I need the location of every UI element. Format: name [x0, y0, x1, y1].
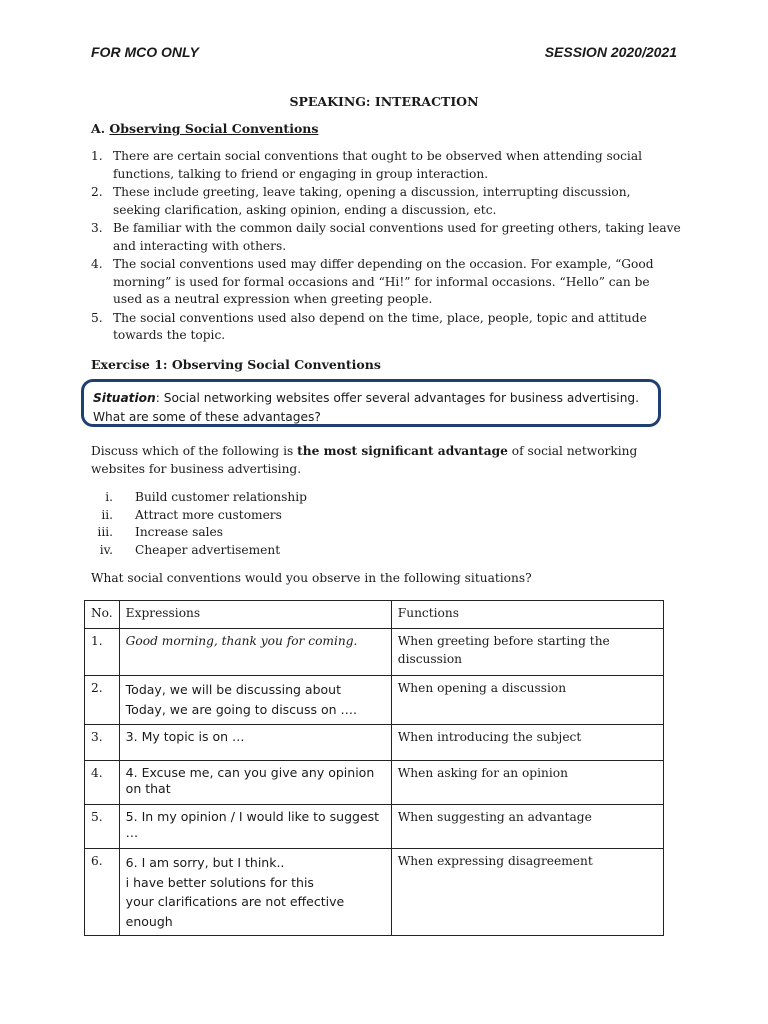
exercise-title: Exercise 1: Observing Social Conventions [91, 357, 381, 372]
row-number: 4. [85, 761, 120, 805]
situation-label: Situation [93, 391, 156, 405]
list-item-text: These include greeting, leave taking, opening a discussion, interrupting discussion, seeking clarification, asking opinion, ending a discussion, etc. [113, 185, 631, 217]
expression-line: 3. My topic is on … [125, 729, 245, 744]
conventions-list [91, 148, 681, 346]
header-left-label: FOR MCO ONLY [91, 44, 199, 60]
option-text: Attract more customers [135, 507, 282, 522]
option-item [91, 524, 307, 542]
option-number: i. [105, 490, 113, 504]
option-text: Build customer relationship [135, 490, 307, 504]
table-row [85, 849, 664, 936]
list-item [91, 256, 681, 309]
table-question: What social conventions would you observe in the following situations? [91, 571, 532, 585]
section-a-title: Observing Social Conventions [109, 121, 319, 136]
table-row [85, 761, 664, 805]
list-item-text: The social conventions used also depend on the time, place, people, topic and attitude towards the topic. [113, 310, 647, 342]
list-item [91, 220, 681, 255]
list-item-text: There are certain social conventions that ought to be observed when attending social functions, talking to friend or engaging in group interaction. [113, 149, 642, 181]
list-item-number: 2. [91, 185, 103, 199]
expression-cell [119, 725, 391, 761]
function-cell: When asking for an opinion [391, 761, 663, 805]
list-item [91, 310, 681, 345]
header-session-label: SESSION 2020/2021 [544, 44, 677, 60]
row-number: 2. [85, 676, 120, 725]
list-item-text: Be familiar with the common daily social conventions used for greeting others, taking leave and interacting with others. [113, 221, 681, 253]
expression-line: Today, we are going to discuss on …. [125, 701, 357, 717]
row-number: 1. [85, 629, 120, 676]
discuss-text-before: Discuss which of the following is [91, 444, 298, 458]
situation-text: : Social networking websites offer several advantages for business advertising. What are some of these advantages? [93, 391, 640, 424]
function-cell: When opening a discussion [391, 676, 663, 725]
option-number: iv. [99, 542, 113, 557]
expression-cell [119, 849, 391, 936]
table-row [85, 629, 664, 676]
list-item-number: 1. [91, 149, 103, 163]
page-header [91, 44, 677, 64]
discuss-emphasis: the most significant advantage [297, 444, 508, 458]
list-item [91, 184, 681, 219]
row-number: 5. [85, 805, 120, 849]
expression-cell [119, 761, 391, 805]
conventions-table [84, 600, 664, 936]
list-item-number: 5. [91, 310, 103, 325]
table-row [85, 676, 664, 725]
function-cell: When introducing the subject [391, 725, 663, 761]
expression-line: 6. I am sorry, but I think.. [125, 855, 285, 870]
expression-line: Today, we will be discussing about [125, 682, 341, 697]
row-number: 6. [85, 849, 120, 936]
option-number: ii. [101, 507, 113, 522]
function-cell: When suggesting an advantage [391, 805, 663, 849]
advantage-options [91, 489, 307, 559]
function-cell: When expressing disagreement [391, 849, 663, 936]
list-item-number: 4. [91, 257, 103, 271]
expression-cell [119, 629, 391, 676]
section-a-prefix: A. [91, 121, 106, 136]
page-title: SPEAKING: INTERACTION [289, 94, 479, 109]
list-item [91, 148, 681, 183]
option-item [91, 507, 307, 525]
discuss-prompt [91, 443, 691, 478]
expression-cell [119, 676, 391, 725]
table-row [85, 725, 664, 761]
expression-line: Good morning, thank you for coming. [125, 634, 358, 648]
expression-line: i have better solutions for this [125, 874, 314, 890]
table-header-row [85, 601, 664, 629]
discuss-text-after: of social networking websites for business advertising. [91, 444, 638, 476]
list-item-number: 3. [91, 221, 103, 235]
section-a-heading [91, 121, 318, 136]
column-header-functions: Functions [391, 601, 663, 629]
option-text: Increase sales [135, 525, 224, 540]
expression-line: 4. Excuse me, can you give any opinion on that [125, 765, 375, 796]
row-number: 3. [85, 725, 120, 761]
list-item-text: The social conventions used may differ depending on the occasion. For example, “Good morning” is used for formal occasions and “Hi!” for informal occasions. “Hello” can be used as a neutral expression when greeting people. [113, 257, 654, 306]
situation-box [81, 379, 661, 427]
option-item [91, 489, 307, 507]
column-header-expressions: Expressions [119, 601, 391, 629]
expression-line: 5. In my opinion / I would like to suggest … [125, 809, 380, 840]
expression-line: your clarifications are not effective enough [125, 894, 345, 929]
option-text: Cheaper advertisement [135, 542, 281, 557]
option-item [91, 542, 307, 560]
column-header-no: No. [85, 601, 120, 629]
option-number: iii. [97, 525, 113, 540]
function-cell: When greeting before starting the discussion [391, 629, 663, 676]
table-row [85, 805, 664, 849]
expression-cell [119, 805, 391, 849]
